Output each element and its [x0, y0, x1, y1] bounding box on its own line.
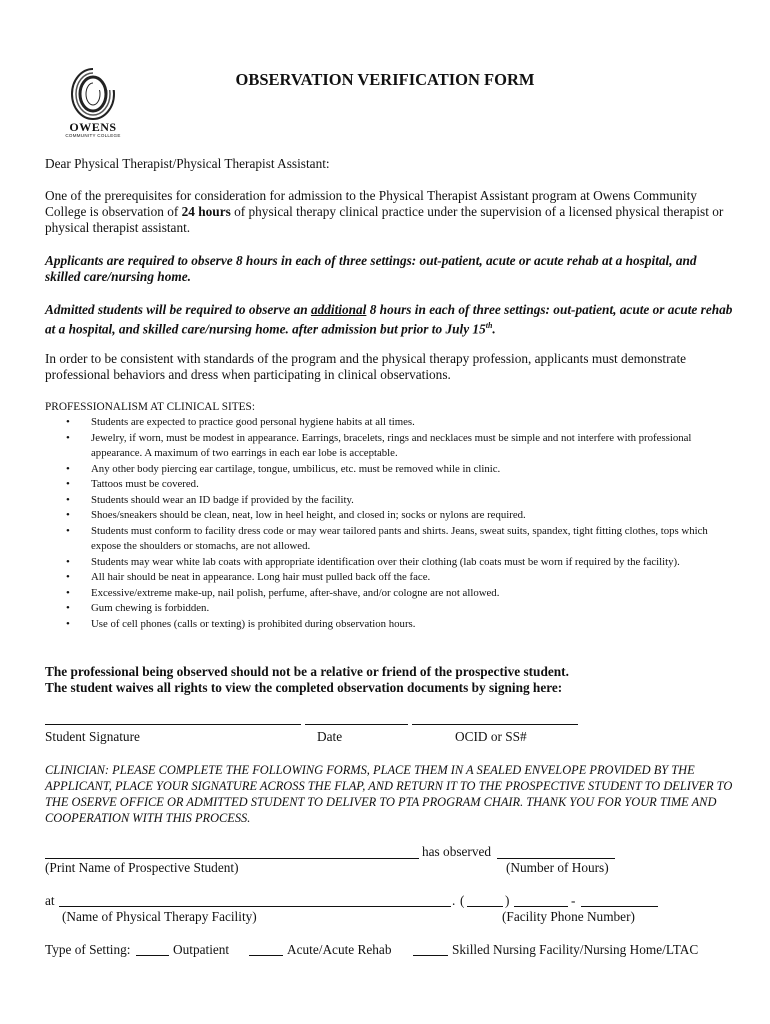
area-code-line[interactable] [467, 906, 503, 907]
waiver-line-2: The student waives all rights to view the completed observation documents by signing here: [45, 680, 563, 695]
intro-text-2: of physical therapy clinical practice under the supervision of a licensed physical therapist or physical therapist assistant. [45, 204, 724, 235]
date-label: Date [317, 729, 343, 744]
list-item: • Use of cell phones (calls or texting) is prohibited during observation hours. [45, 617, 725, 633]
list-item: • Gum chewing is forbidden. [45, 601, 725, 617]
list-item: • Tattoos must be covered. [45, 477, 725, 493]
hours-label: (Number of Hours) [506, 860, 609, 875]
student-signature-label: Student Signature [45, 729, 140, 744]
close-paren: ) [505, 893, 510, 908]
intro-paragraph [45, 188, 735, 236]
facility-dot: . [452, 893, 456, 908]
date-line[interactable] [305, 724, 408, 725]
phone-number-line[interactable] [581, 906, 658, 907]
list-item: • Students are expected to practice good personal hygiene habits at all times. [45, 415, 725, 431]
acute-label: Acute/Acute Rehab [287, 942, 392, 957]
outpatient-label: Outpatient [173, 942, 230, 957]
phone-dash: - [571, 893, 576, 908]
hours-line[interactable] [497, 858, 615, 859]
standards-paragraph: In order to be consistent with standards of the program and the physical therapy profession, applicants must demonstrate professional behaviors and dress when participating in clinical observations. [45, 351, 687, 382]
list-item: • Students may wear white lab coats with appropriate identification over their clothing (lab coats must be worn if required by the facility). [45, 555, 725, 571]
open-paren: ( [460, 893, 465, 908]
admitted-sup: th [485, 321, 493, 330]
phone-prefix-line[interactable] [514, 906, 568, 907]
salutation: Dear Physical Therapist/Physical Therapist Assistant: [45, 156, 330, 171]
clinician-note: CLINICIAN: PLEASE COMPLETE THE FOLLOWING FORMS, PLACE THEM IN A SEALED ENVELOPE PROVIDED BY THE APPLICANT, PLACE YOUR SIGNATURE ACROSS THE FLAP, AND RETURN IT TO THE PROSPECTIVE STUDENT TO DELIVER TO THE OSERVE OFFICE OR ADMITTED STUDENT TO DELIVER TO PTA PROGRAM CHAIR. THANK YOU FOR YOUR TIME AND COOPERATION WITH THIS PROCESS. [45, 763, 733, 825]
admitted-note [45, 302, 735, 337]
logo-name: OWENS [69, 120, 117, 134]
facility-phone-label: (Facility Phone Number) [502, 909, 635, 924]
list-item: • Students should wear an ID badge if provided by the facility. [45, 493, 725, 509]
list-item: • Jewelry, if worn, must be modest in appearance. Earrings, bracelets, rings and necklaces must be simple and not interfere with professional appearance. A maximum of two earrings in each ear lobe is acceptable. [45, 431, 725, 462]
admitted-text-3: . [492, 321, 496, 337]
professionalism-heading: PROFESSIONALISM AT CLINICAL SITES: [45, 401, 255, 413]
admitted-additional: additional [310, 302, 367, 317]
intro-text-1: One of the prerequisites for consideration for admission to the Physical Therapist Assistant program at Owens Community College is observation of [45, 188, 697, 219]
intro-hours: 24 hours [181, 204, 231, 219]
has-observed-text: has observed [422, 844, 492, 859]
setting-label: Type of Setting: [45, 942, 131, 957]
at-text: at [45, 893, 55, 908]
admitted-text-2: 8 hours in each of three settings: out-patient, acute or acute rehab at a hospital, and skilled care/nursing home. after admission but prior to July 15 [45, 302, 733, 337]
ocid-line[interactable] [412, 724, 578, 725]
rules-list [45, 415, 725, 632]
ocid-label: OCID or SS# [455, 729, 527, 744]
admitted-text-1: Admitted students will be required to observe an [45, 302, 311, 317]
outpatient-blank[interactable] [136, 955, 169, 956]
facility-name-label: (Name of Physical Therapy Facility) [62, 909, 257, 924]
waiver-line-1: The professional being observed should not be a relative or friend of the prospective student. [45, 664, 569, 679]
facility-name-line[interactable] [59, 906, 451, 907]
form-title: OBSERVATION VERIFICATION FORM [235, 70, 535, 89]
student-signature-line[interactable] [45, 724, 301, 725]
print-name-label: (Print Name of Prospective Student) [45, 860, 239, 875]
applicants-note: Applicants are required to observe 8 hours in each of three settings: out-patient, acute or acute rehab at a hospital, and skilled care/nursing home. [45, 253, 697, 284]
list-item: • All hair should be neat in appearance. Long hair must pulled back off the face. [45, 570, 725, 586]
list-item: • Excessive/extreme make-up, nail polish, perfume, after-shave, and/or cologne are not allowed. [45, 586, 725, 602]
list-item: • Any other body piercing ear cartilage, tongue, umbilicus, etc. must be removed while in clinic. [45, 462, 725, 478]
list-item: • Shoes/sneakers should be clean, neat, low in heel height, and closed in; socks or nylons are required. [45, 508, 725, 524]
list-item: • Students must conform to facility dress code or may wear tailored pants and shirts. Jeans, sweat suits, spandex, tight fitting clothes, tops which expose the shoulders or stomachs, are not allowed. [45, 524, 725, 555]
skilled-blank[interactable] [413, 955, 448, 956]
student-name-line[interactable] [45, 858, 419, 859]
logo-subtitle: COMMUNITY COLLEGE [65, 133, 121, 138]
acute-blank[interactable] [249, 955, 283, 956]
skilled-label: Skilled Nursing Facility/Nursing Home/LTAC [452, 942, 699, 957]
